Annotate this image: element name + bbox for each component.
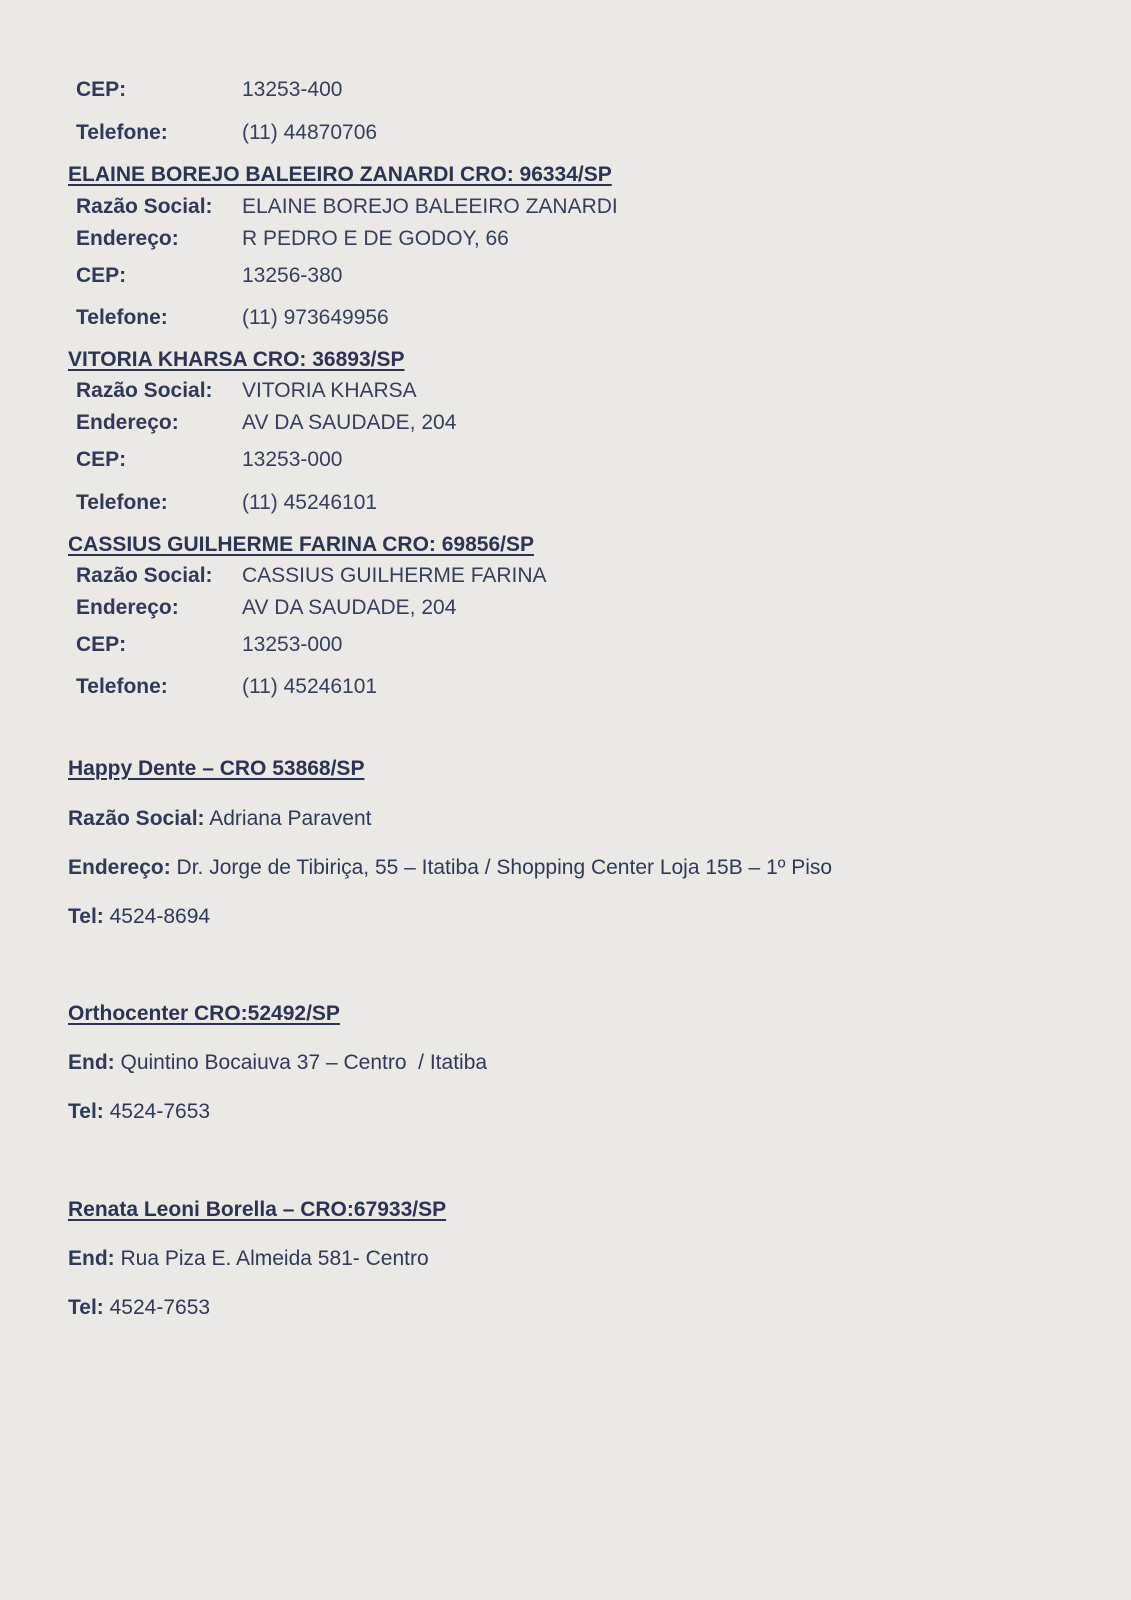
telefone-value: (11) 45246101: [242, 491, 378, 514]
cep-label: CEP:: [76, 633, 127, 656]
clinic-heading: Renata Leoni Borella – CRO:67933/SP: [68, 1198, 447, 1221]
telefone-value: (11) 44870706: [242, 121, 378, 144]
end-value: Quintino Bocaiuva 37 – Centro / Itatiba: [120, 1051, 488, 1074]
endereco-line: [68, 855, 832, 881]
razao-social-label: Razão Social:: [76, 195, 213, 218]
tel-label: Tel:: [68, 1296, 104, 1319]
endereco-value: R PEDRO E DE GODOY, 66: [242, 227, 509, 250]
endereco-label: Endereço:: [68, 856, 171, 879]
tel-value: 4524-7653: [109, 1296, 211, 1319]
tel-value: 4524-8694: [109, 905, 211, 928]
tel-line: [68, 904, 210, 930]
endereco-line: [68, 1050, 487, 1076]
razao-social-value: VITORIA KHARSA: [242, 379, 417, 402]
razao-social-label: Razão Social:: [76, 379, 213, 402]
tel-value: 4524-7653: [109, 1100, 211, 1123]
cep-label: CEP:: [76, 448, 127, 471]
endereco-label: Endereço:: [76, 411, 179, 434]
razao-social-value: CASSIUS GUILHERME FARINA: [242, 564, 547, 587]
end-label: End:: [68, 1247, 115, 1270]
telefone-label: Telefone:: [76, 675, 168, 698]
razao-social-label: Razão Social:: [68, 807, 205, 830]
telefone-label: Telefone:: [76, 306, 168, 329]
razao-social-value: Adriana Paravent: [209, 807, 372, 830]
cep-value: 13253-000: [242, 633, 343, 656]
telefone-label: Telefone:: [76, 121, 168, 144]
cep-label: CEP:: [76, 78, 127, 101]
cep-value: 13256-380: [242, 264, 343, 287]
tel-label: Tel:: [68, 1100, 104, 1123]
entry-heading: ELAINE BOREJO BALEEIRO ZANARDI CRO: 96334/SP: [68, 163, 612, 186]
tel-label: Tel:: [68, 905, 104, 928]
cep-value: 13253-000: [242, 448, 343, 471]
endereco-line: [68, 1246, 429, 1272]
clinic-heading: Happy Dente – CRO 53868/SP: [68, 757, 365, 780]
endereco-value: AV DA SAUDADE, 204: [242, 596, 457, 619]
telefone-value: (11) 45246101: [242, 675, 378, 698]
telefone-value: (11) 973649956: [242, 306, 389, 329]
endereco-value: AV DA SAUDADE, 204: [242, 411, 457, 434]
clinic-heading: Orthocenter CRO:52492/SP: [68, 1002, 340, 1025]
endereco-label: Endereço:: [76, 596, 179, 619]
cep-label: CEP:: [76, 264, 127, 287]
entry-heading: VITORIA KHARSA CRO: 36893/SP: [68, 348, 405, 371]
razao-social-line: [68, 806, 372, 832]
razao-social-value: ELAINE BOREJO BALEEIRO ZANARDI: [242, 195, 618, 218]
telefone-label: Telefone:: [76, 491, 168, 514]
endereco-value: Dr. Jorge de Tibiriça, 55 – Itatiba / Shopping Center Loja 15B – 1º Piso: [176, 856, 833, 879]
tel-line: [68, 1295, 210, 1321]
entry-heading: CASSIUS GUILHERME FARINA CRO: 69856/SP: [68, 533, 534, 556]
endereco-label: Endereço:: [76, 227, 179, 250]
end-value: Rua Piza E. Almeida 581- Centro: [120, 1247, 429, 1270]
tel-line: [68, 1099, 210, 1125]
end-label: End:: [68, 1051, 115, 1074]
cep-value: 13253-400: [242, 78, 343, 101]
razao-social-label: Razão Social:: [76, 564, 213, 587]
